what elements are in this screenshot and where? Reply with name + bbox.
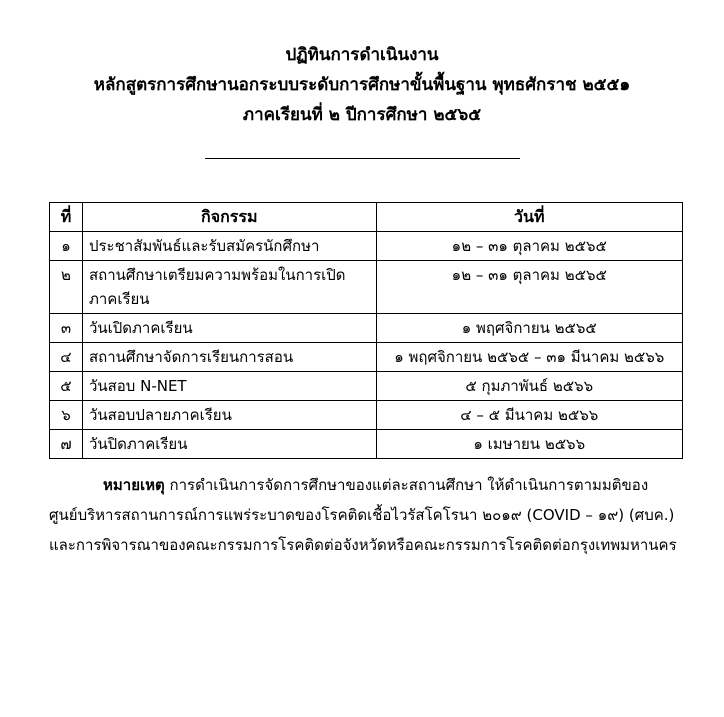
remark-first-line bbox=[49, 470, 685, 500]
row-number: ๕ bbox=[50, 372, 83, 401]
row-number: ๔ bbox=[50, 343, 83, 372]
column-header-activity: กิจกรรม bbox=[82, 203, 376, 232]
row-number: ๑ bbox=[50, 232, 83, 261]
table-row bbox=[50, 314, 683, 343]
remark-text-3: และการพิจารณาของคณะกรรมการโรคติดต่อจังหวัดหรือคณะกรรมการโรคติดต่อกรุงเทพมหานคร bbox=[49, 536, 677, 554]
remark-label: หมายเหตุ bbox=[103, 476, 165, 494]
row-date: ๕ กุมภาพันธ์ ๒๕๖๖ bbox=[376, 372, 682, 401]
header-curriculum: หลักสูตรการศึกษานอกระบบระดับการศึกษาขั้นพื้นฐาน พุทธศักราช ๒๕๕๑ bbox=[93, 75, 631, 95]
row-number: ๖ bbox=[50, 401, 83, 430]
table-row bbox=[50, 261, 683, 314]
table-header-row bbox=[50, 203, 683, 232]
row-date: ๑ พฤศจิกายน ๒๕๖๕ – ๓๑ มีนาคม ๒๕๖๖ bbox=[376, 343, 682, 372]
row-activity: วันเปิดภาคเรียน bbox=[82, 314, 376, 343]
row-number: ๓ bbox=[50, 314, 83, 343]
row-activity: สถานศึกษาเตรียมความพร้อมในการเปิดภาคเรียน bbox=[82, 261, 376, 314]
row-number: ๗ bbox=[50, 430, 83, 459]
row-date: ๑๒ – ๓๑ ตุลาคม ๒๕๖๕ bbox=[376, 232, 682, 261]
remark-text-1: การดำเนินการจัดการศึกษาของแต่ละสถานศึกษา ให้ดำเนินการตามมติของ bbox=[169, 476, 649, 494]
row-date: ๑๒ – ๓๑ ตุลาคม ๒๕๖๕ bbox=[376, 261, 682, 314]
schedule-table bbox=[49, 202, 683, 459]
document-header bbox=[0, 40, 724, 130]
table-row bbox=[50, 232, 683, 261]
row-activity: วันสอบ N-NET bbox=[82, 372, 376, 401]
row-activity: วันปิดภาคเรียน bbox=[82, 430, 376, 459]
table-row bbox=[50, 343, 683, 372]
row-date: ๑ พฤศจิกายน ๒๕๖๕ bbox=[376, 314, 682, 343]
column-header-no: ที่ bbox=[50, 203, 83, 232]
row-activity: สถานศึกษาจัดการเรียนการสอน bbox=[82, 343, 376, 372]
remark-text-2: ศูนย์บริหารสถานการณ์การแพร่ระบาดของโรคติดเชื้อไวรัสโคโรนา ๒๐๑๙ (COVID – ๑๙) (ศบค.) bbox=[49, 506, 675, 524]
row-date: ๔ – ๕ มีนาคม ๒๕๖๖ bbox=[376, 401, 682, 430]
header-title: ปฏิทินการดำเนินงาน bbox=[285, 45, 439, 65]
remark-section bbox=[49, 470, 685, 560]
row-date: ๑ เมษายน ๒๕๖๖ bbox=[376, 430, 682, 459]
row-number: ๒ bbox=[50, 261, 83, 314]
table-row bbox=[50, 372, 683, 401]
header-semester: ภาคเรียนที่ ๒ ปีการศึกษา ๒๕๖๕ bbox=[242, 105, 482, 125]
table-row bbox=[50, 401, 683, 430]
header-divider bbox=[205, 158, 520, 159]
row-activity: ประชาสัมพันธ์และรับสมัครนักศึกษา bbox=[82, 232, 376, 261]
row-activity: วันสอบปลายภาคเรียน bbox=[82, 401, 376, 430]
table-row bbox=[50, 430, 683, 459]
column-header-date: วันที่ bbox=[376, 203, 682, 232]
